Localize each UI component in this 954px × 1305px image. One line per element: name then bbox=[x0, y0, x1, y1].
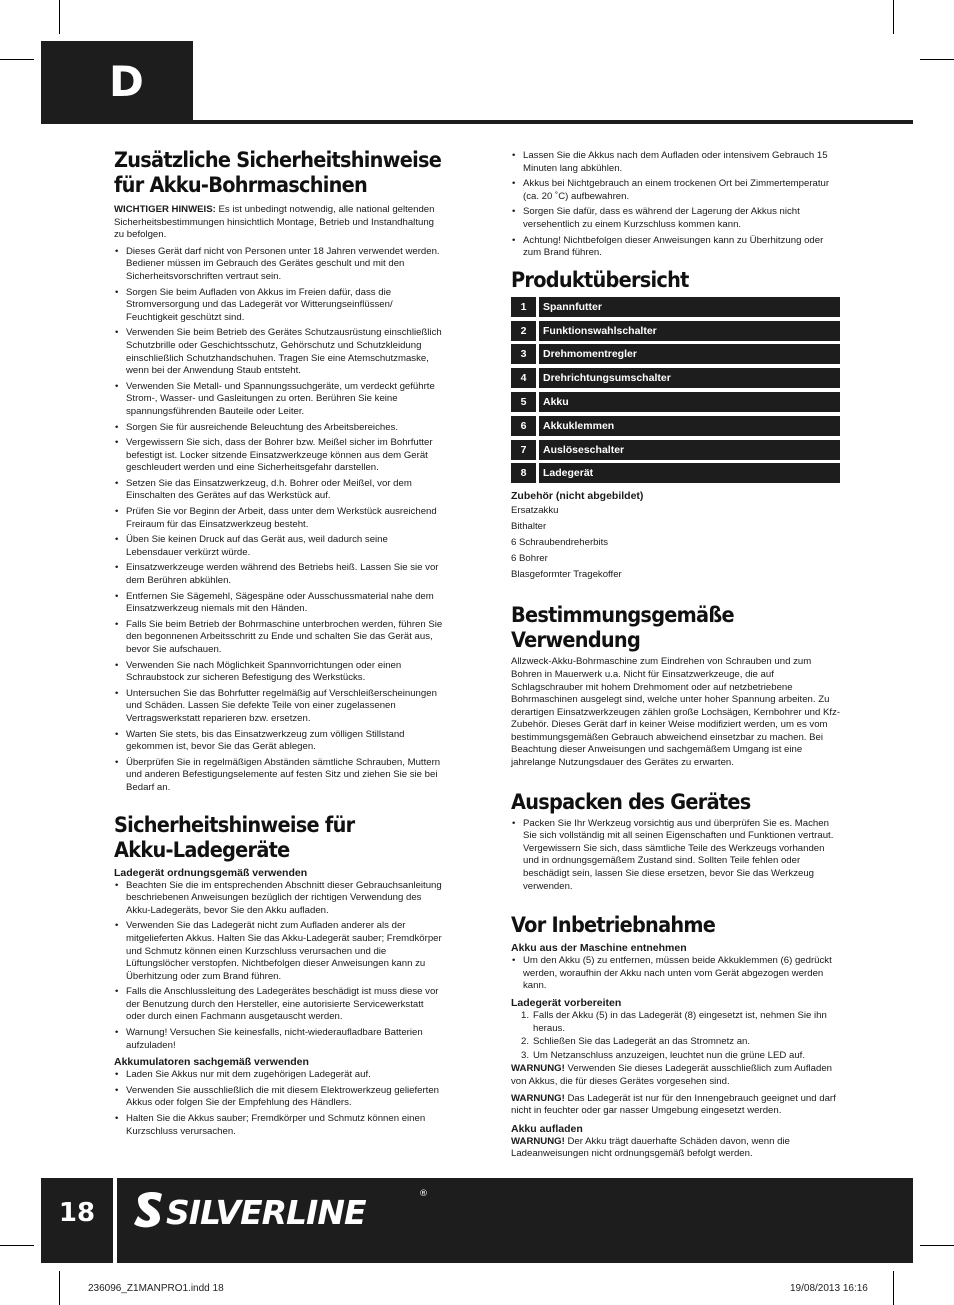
crop-mark bbox=[0, 59, 34, 60]
list-item: • Setzen Sie das Einsatzwerkzeug, d.h. Bohrer oder Meißel, vor dem Einschalten des Gerätes auf das Werkstück auf. bbox=[114, 478, 444, 503]
charger-steps bbox=[511, 1010, 841, 1062]
accessories-title: Zubehör (nicht abgebildet) bbox=[511, 490, 644, 503]
slug-date: 19/08/2013 16:16 bbox=[790, 1283, 868, 1294]
unpacking-list bbox=[511, 818, 841, 894]
part-row bbox=[511, 344, 840, 364]
step-number: 1. bbox=[521, 1010, 530, 1022]
crop-mark bbox=[893, 1271, 894, 1305]
right-column bbox=[511, 150, 841, 1165]
charger-step bbox=[521, 1036, 841, 1049]
parts-table bbox=[511, 297, 840, 484]
list-item: • Verwenden Sie beim Betrieb des Gerätes Schutzausrüstung einschließlich Schutzbrille oder Geschichtsschutz, Gehörschutz und Schutzkleidung einschließlich Schutzhandschuhen. Tragen Sie eine Atemschutzmaske, wenn bei der Anwendung Staub entsteht. bbox=[114, 327, 444, 377]
heading-text: Sicherheitshinweise für Akku-Ladegeräte bbox=[114, 812, 355, 862]
accessory-item: Ersatzakku bbox=[511, 505, 559, 517]
crop-mark bbox=[0, 1245, 34, 1246]
section-heading-unpacking: Auspacken des Gerätes bbox=[511, 789, 751, 814]
part-number: 1 bbox=[511, 297, 536, 317]
accessory-item: Blasgeformter Tragekoffer bbox=[511, 569, 622, 581]
crop-mark bbox=[920, 1245, 954, 1246]
footer-separator bbox=[113, 1178, 117, 1263]
part-name: Akkuklemmen bbox=[539, 416, 840, 436]
part-row bbox=[511, 392, 840, 412]
part-name: Ladegerät bbox=[539, 463, 840, 483]
list-item: • Sorgen Sie dafür, dass es während der Lagerung der Akkus nicht versehentlich zu einem Kurzschluss kommen kann. bbox=[511, 206, 841, 231]
list-item: • Entfernen Sie Sägemehl, Sägespäne oder Ausschussmaterial nahe dem Einsatzwerkzeug niemals mit den Händen. bbox=[114, 591, 444, 616]
important-notice bbox=[114, 204, 444, 242]
warning-label: WARNUNG! bbox=[511, 1063, 565, 1075]
list-item: • Einsatzwerkzeuge werden während des Betriebs heiß. Lassen Sie sie vor dem Berühren abkühlen. bbox=[114, 562, 444, 587]
part-row bbox=[511, 416, 840, 436]
section-heading-before-use: Vor Inbetriebnahme bbox=[511, 913, 716, 938]
list-item: • Prüfen Sie vor Beginn der Arbeit, dass unter dem Werkstück ausreichend Freiraum für das Einsatzwerkzeug besteht. bbox=[114, 506, 444, 531]
subheading-charge-battery: Akku aufladen bbox=[511, 1122, 583, 1135]
notice-text: Es ist unbedingt notwendig, alle national geltenden Sicherheitsbestimmungen hinsichtlich Montage, Betrieb und Instandhaltung zu befolgen. bbox=[114, 204, 435, 241]
list-item: • Um den Akku (5) zu entfernen, müssen beide Akkuklemmen (6) gedrückt werden, woraufhin der Akku nach unten vom Gerät abgezogen werden kann. bbox=[511, 955, 841, 993]
heading-text: Zusätzliche Sicherheitshinweise für Akku-Bohrmaschinen bbox=[114, 148, 442, 197]
part-number: 7 bbox=[511, 440, 536, 460]
language-tab: D bbox=[41, 41, 193, 123]
section-heading-drill-safety bbox=[114, 148, 445, 198]
list-item: • Packen Sie Ihr Werkzeug vorsichtig aus und überprüfen Sie es. Machen Sie sich vollständig mit all seinen Eigenschaften und Funktionen vertraut. Vergewissern Sie sich, dass sämtliche Teile des Werkzeugs vorhanden und in ordnungsgemäßem Zustand sind. Sollten Teile fehlen oder beschädigt sein, lassen Sie diese ersetzen, bevor Sie das Werkzeug verwenden. bbox=[511, 818, 841, 894]
list-item: • Sorgen Sie beim Aufladen von Akkus im Freien dafür, dass die Stromversorgung und das Ladegerät vor Witterungseinflüssen/ Feuchtigkeit geschützt sind. bbox=[114, 287, 444, 325]
part-row bbox=[511, 463, 840, 483]
list-item: • Akkus bei Nichtgebrauch an einem trockenen Ort bei Zimmertemperatur (ca. 20 ˚C) aufbewahren. bbox=[511, 178, 841, 203]
part-name: Drehrichtungsumschalter bbox=[539, 368, 840, 388]
warning-label: WARNUNG! bbox=[511, 1135, 565, 1147]
accessory-item: 6 Bohrer bbox=[511, 553, 548, 565]
list-item: • Sorgen Sie für ausreichende Beleuchtung des Arbeitsbereiches. bbox=[114, 422, 444, 435]
warning-1 bbox=[511, 1063, 841, 1088]
list-item: • Üben Sie keinen Druck auf das Gerät aus, weil dadurch seine Lebensdauer verkürzt würde. bbox=[114, 534, 444, 559]
part-number: 2 bbox=[511, 321, 536, 341]
list-item: • Überprüfen Sie in regelmäßigen Abständen sämtliche Schrauben, Muttern und anderen Befestigungselemente auf festen Sitz und ziehen Sie sie bei Bedarf an. bbox=[114, 757, 444, 795]
slug-file: 236096_Z1MANPRO1.indd 18 bbox=[88, 1283, 224, 1294]
part-row bbox=[511, 440, 840, 460]
silverline-logo bbox=[132, 1186, 432, 1236]
intended-use-text: Allzweck-Akku-Bohrmaschine zum Eindrehen von Schrauben und zum Bohren in Mauerwerk u.a. Nicht für Einsatzwerkzeuge, die auf Schlagschrauber mit hohem Drehmoment oder auf netzbetriebene Bohrmaschinen ausgelegt sind, welche unter hoher Spannung arbeiten. Zu derartigen Einsatzwerkzeugen zählen große Lochsägen, Kernbohrer und Kfz-Zubehör. Dieses Gerät darf in keiner Weise modifiziert werden, um es vom bestimmungsgemäßen Gebrauch abweichend einsetzbar zu machen. Bei Beachtung dieser Anweisungen und sachgemäßem Umgang ist eine jahrelange Nutzungsdauer des Gerätes zu erwarten. bbox=[511, 656, 841, 769]
subheading-charger-use: Ladegerät ordnungsgemäß verwenden bbox=[114, 866, 308, 879]
part-number: 3 bbox=[511, 344, 536, 364]
list-item: • Laden Sie Akkus nur mit dem zugehörigen Ladegerät auf. bbox=[114, 1069, 444, 1082]
list-item: • Halten Sie die Akkus sauber; Fremdkörper und Schmutz können einen Kurzschluss verursachen. bbox=[114, 1113, 444, 1138]
charger-use-list bbox=[114, 880, 444, 1053]
part-name: Spannfutter bbox=[539, 297, 840, 317]
part-row bbox=[511, 368, 840, 388]
heading-line-1: Bestimmungsgemäße bbox=[511, 603, 734, 628]
section-heading-intended-use bbox=[511, 603, 815, 653]
left-column bbox=[114, 148, 444, 1141]
subheading-remove-battery: Akku aus der Maschine entnehmen bbox=[511, 942, 687, 955]
part-number: 4 bbox=[511, 368, 536, 388]
list-item: • Beachten Sie die im entsprechenden Abschnitt dieser Gebrauchsanleitung beschriebenen Anweisungen bezüglich der richtigen Verwendung des Akku-Ladegeräts, bevor Sie den Akku aufladen. bbox=[114, 880, 444, 918]
list-item: • Warten Sie stets, bis das Einsatzwerkzeug zum völligen Stillstand gekommen ist, bevor Sie das Gerät ablegen. bbox=[114, 729, 444, 754]
step-number: 2. bbox=[521, 1036, 530, 1048]
list-item: • Verwenden Sie nach Möglichkeit Spannvorrichtungen oder einen Schraubstock zur sicheren Befestigung des Werkstücks. bbox=[114, 660, 444, 685]
crop-mark bbox=[59, 0, 60, 34]
battery-use-list bbox=[114, 1069, 444, 1138]
list-item: • Vergewissern Sie sich, dass der Bohrer bzw. Meißel sicher im Bohrfutter befestigt ist. Locker sitzende Einsatzwerkzeuge können aus dem Gerät geschleudert werden und eine Sicherheitsgefahr darstellen. bbox=[114, 437, 444, 475]
warning-3 bbox=[511, 1136, 841, 1161]
list-item: • Falls die Anschlussleitung des Ladegerätes beschädigt ist muss diese vor der Benutzung durch den Hersteller, eine autorisierte Servicewerkstatt oder durch einen Fachmann ausgetauscht werden. bbox=[114, 986, 444, 1024]
step-number: 3. bbox=[521, 1049, 530, 1061]
list-item: • Dieses Gerät darf nicht von Personen unter 18 Jahren verwendet werden. Bediener müssen im Gebrauch des Gerätes geschult und mit den Sicherheitsvorschriften vertraut sein. bbox=[114, 246, 444, 284]
list-item: • Lassen Sie die Akkus nach dem Aufladen oder intensivem Gebrauch 15 Minuten lang abkühlen. bbox=[511, 150, 841, 175]
subheading-battery-use: Akkumulatoren sachgemäß verwenden bbox=[114, 1056, 309, 1069]
list-item: • Achtung! Nichtbefolgen dieser Anweisungen kann zu Überhitzung oder zum Brand führen. bbox=[511, 235, 841, 260]
step-text: Schließen Sie das Ladegerät an das Stromnetz an. bbox=[533, 1036, 751, 1048]
list-item: • Warnung! Versuchen Sie keinesfalls, nicht-wiederaufladbare Batterien aufzuladen! bbox=[114, 1027, 444, 1052]
warning-2 bbox=[511, 1093, 841, 1118]
warning-text: Verwenden Sie dieses Ladegerät ausschließlich zum Aufladen von Akkus, die für dieses Gerätes vorgesehen sind. bbox=[511, 1063, 833, 1087]
logo-swoosh bbox=[134, 1192, 162, 1227]
charger-step bbox=[521, 1050, 841, 1063]
heading-line-2: Verwendung bbox=[511, 628, 641, 653]
list-item: • Verwenden Sie das Ladegerät nicht zum Aufladen anderer als der mitgelieferten Akkus. Halten Sie das Akku-Ladegerät sauber; Fremdkörper und Schmutz können einen Kurzschluss verursachen und die Lüftungslöcher verstopfen. Nichtbefolgen dieser Anweisungen kann zu Überhitzung oder zum Brand führen. bbox=[114, 920, 444, 983]
battery-storage-list bbox=[511, 150, 841, 260]
section-heading-overview: Produktübersicht bbox=[511, 267, 689, 292]
warning-text: Das Ladegerät ist nur für den Innengebrauch geeignet und darf nicht in feuchter oder gar nasser Umgebung eingesetzt werden. bbox=[511, 1092, 836, 1117]
part-name: Drehmomentregler bbox=[539, 344, 840, 364]
charger-step bbox=[521, 1010, 841, 1035]
remove-battery-list bbox=[511, 955, 841, 993]
list-item: • Falls Sie beim Betrieb der Bohrmaschine unterbrochen werden, führen Sie den begonnenen Arbeitsschritt zu Ende und schalten Sie das Gerät aus, bevor Sie aufschauen. bbox=[114, 619, 444, 657]
accessories-list bbox=[511, 503, 841, 583]
part-row bbox=[511, 321, 840, 341]
part-name: Akku bbox=[539, 392, 840, 412]
drill-safety-list bbox=[114, 246, 444, 795]
part-name: Funktionswahlschalter bbox=[539, 321, 840, 341]
section-heading-charger-safety bbox=[114, 813, 418, 863]
crop-mark bbox=[59, 1271, 60, 1305]
notice-label: WICHTIGER HINWEIS: bbox=[114, 204, 216, 215]
crop-mark bbox=[893, 0, 894, 34]
logo-wordmark: SILVERLINE bbox=[166, 1193, 366, 1232]
step-text: Falls der Akku (5) in das Ladegerät (8) eingesetzt ist, nehmen Sie ihn heraus. bbox=[533, 1010, 827, 1034]
registered-mark: ® bbox=[419, 1189, 428, 1199]
part-name: Auslöseschalter bbox=[539, 440, 840, 460]
step-text: Um Netzanschluss anzuzeigen, leuchtet nun die grüne LED auf. bbox=[533, 1049, 805, 1061]
list-item: • Verwenden Sie ausschließlich die mit diesem Elektrowerkzeug gelieferten Akkus oder folgen Sie der Empfehlung des Händlers. bbox=[114, 1085, 444, 1110]
list-item: • Untersuchen Sie das Bohrfutter regelmäßig auf Verschleißerscheinungen und Schäden. Lassen Sie defekte Teile von einer zugelassenen Vertragswerkstatt reparieren bzw. ersetzen. bbox=[114, 688, 444, 726]
list-item: • Verwenden Sie Metall- und Spannungssuchgeräte, um verdeckt geführte Strom-, Wasser- und Gasleitungen zu orten. Berühren Sie keine spannungsführenden Bauteile oder Leiter. bbox=[114, 381, 444, 419]
part-number: 5 bbox=[511, 392, 536, 412]
warning-label: WARNUNG! bbox=[511, 1092, 565, 1104]
page-number: 18 bbox=[58, 1198, 96, 1228]
accessory-item: Bithalter bbox=[511, 521, 547, 533]
warning-text: Der Akku trägt dauerhafte Schäden davon, wenn die Ladeanweisungen nicht ordnungsgemäß befolgt werden. bbox=[511, 1135, 790, 1160]
header-rule bbox=[41, 120, 913, 124]
part-number: 8 bbox=[511, 463, 536, 483]
part-row bbox=[511, 297, 840, 317]
subheading-prepare-charger: Ladegerät vorbereiten bbox=[511, 997, 622, 1010]
crop-mark bbox=[920, 59, 954, 60]
part-number: 6 bbox=[511, 416, 536, 436]
accessory-item: 6 Schraubendreherbits bbox=[511, 537, 609, 549]
